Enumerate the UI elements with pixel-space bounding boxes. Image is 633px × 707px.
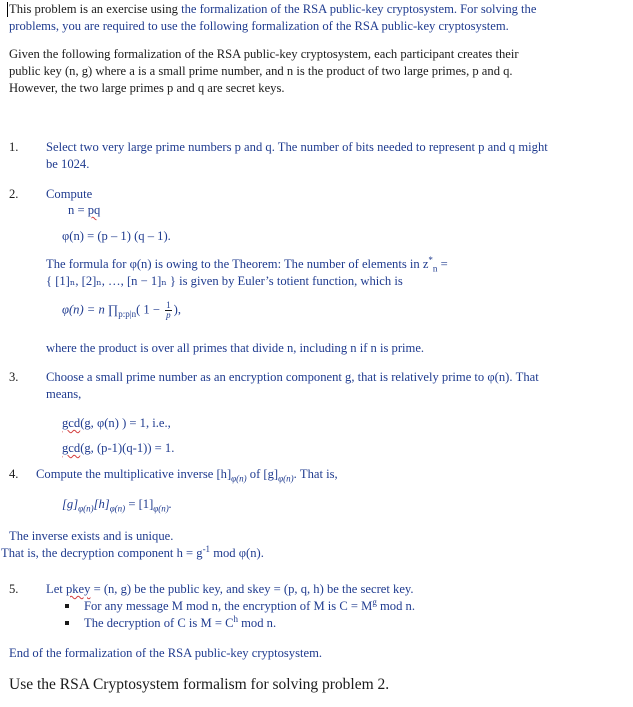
step-1-line-1: Select two very large prime numbers p and q. The number of bits needed to represent p and q might [46,140,548,154]
step-5-number: 5. [9,582,19,596]
bullet-icon [65,621,69,625]
where-line: where the product is over all primes that divide n, including n if n is prime. [46,341,425,355]
given-line-1: Given the following formalization of the RSA public-key cryptosystem, each participant creates their [9,47,519,61]
step-1-number: 1. [9,140,19,154]
end-line: End of the formalization of the RSA public-key cryptosystem. [9,646,323,660]
step-3-line-2: means, [46,387,82,401]
intro-line-2: problems, you are required to use the following formalization of the RSA public-key cryptosystem. [9,19,509,33]
step-5-line: Let pkey = (n, g) be the public key, and skey = (p, q, h) be the secret key. [46,582,414,596]
step-3-line-1: Choose a small prime number as an encryption component g, that is relatively prime to φ(n). That [46,370,539,384]
step-2-number: 2. [9,187,19,201]
step-4-number: 4. [9,467,19,481]
intro-line-1: This problem is an exercise using the formalization of the RSA public-key cryptosystem. For solving the [9,2,537,16]
gcd-line-1: gcd(g, φ(n) ) = 1, i.e., [62,416,171,430]
formula-line: The formula for φ(n) is owing to the Theorem: The number of elements in $z^*_n$ = [46,254,448,274]
step-4-line: Compute the multiplicative inverse $[h]_{\varphi(n)}$ of $[g]_{\varphi(n)}$. That is, [36,467,338,484]
step-3-number: 3. [9,370,19,384]
step-1-line-2: be 1024. [46,157,90,171]
text-cursor [7,2,8,17]
encryption-line: For any message M mod n, the encryption of M is $C = M^g$ mod n. [84,596,415,613]
bullet-icon [65,604,69,608]
euler-product: φ(n) = n $\prod_{p:p|n}$( 1 − $\frac{1}{p}$ ), [62,300,181,320]
inverse-line-2: That is, the decryption component $h = g^{-1}$ mod φ(n). [1,543,264,560]
fraction-one-over-p: $\frac{1}{p}$ [166,300,171,320]
phi-formula: φ(n) = (p – 1) (q – 1). [62,229,171,243]
inverse-equation: $[g]_{\varphi(n)}[h]_{\varphi(n)} = [1]_{\varphi(n)}$. [62,497,172,514]
inverse-line-1: The inverse exists and is unique. [9,529,174,543]
closing-line: Use the RSA Cryptosystem formalism for solving problem 2. [9,676,390,693]
given-line-3: However, the two large primes p and q are secret keys. [9,81,285,95]
set-line: { [1]ₙ, [2]ₙ, …, [n − 1]ₙ } is given by Euler’s totient function, which is [46,274,403,288]
gcd-line-2: gcd(g, (p-1)(q-1)) = 1. [62,441,175,455]
decryption-line: The decryption of C is $M = C^h$ mod n. [84,613,277,630]
step-2-compute: Compute [46,187,93,201]
given-line-2: public key (n, g) where a is a small prime number, and n is the product of two large primes, p and q. [9,64,513,78]
n-equals-pq: n = pq [68,203,101,217]
